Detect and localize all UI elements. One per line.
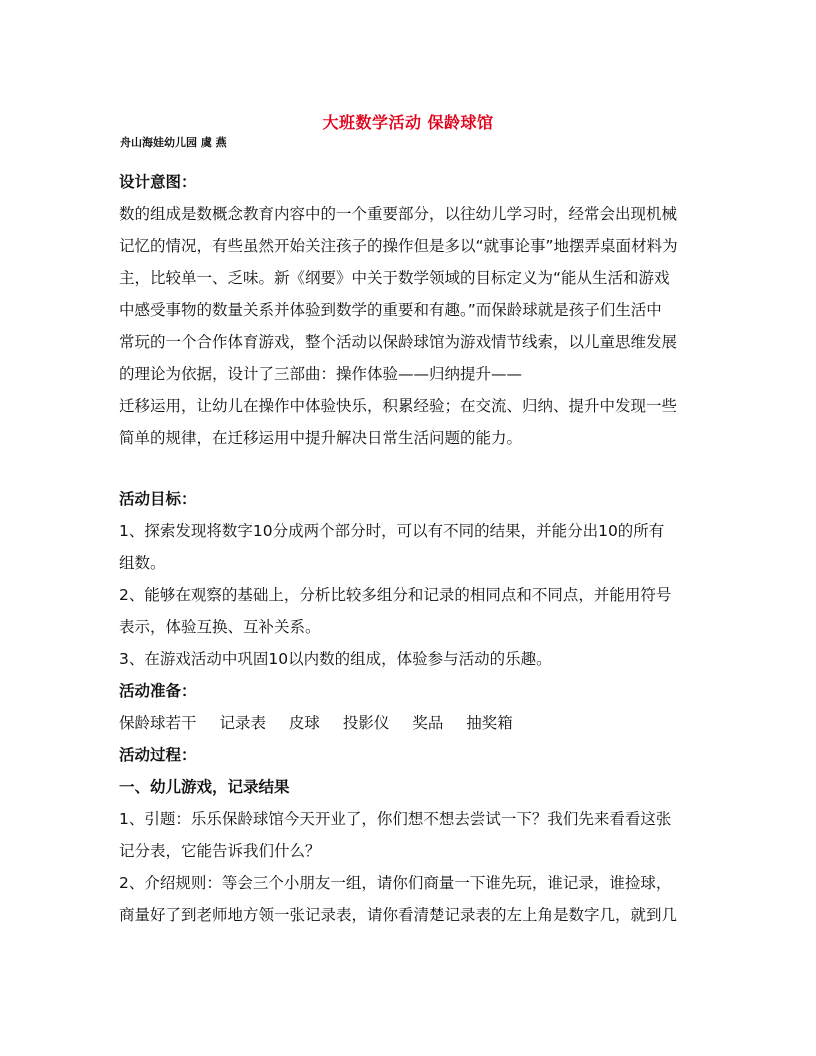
design-line: 记忆的情况，有些虽然开始关注孩子的操作但是多以“就事论事”地摆弄桌面材料为 bbox=[119, 237, 678, 255]
material-item: 奖品 bbox=[412, 714, 444, 732]
goal-line: 1、探索发现将数字10分成两个部分时，可以有不同的结果，并能分出10的所有 bbox=[119, 522, 665, 540]
author-line: 舟山海娃幼儿园 虞 燕 bbox=[120, 136, 227, 149]
design-line: 简单的规律，在迁移运用中提升解决日常生活问题的能力。 bbox=[119, 429, 523, 447]
prep-heading: 活动准备： bbox=[119, 682, 197, 700]
design-line: 主，比较单一、乏味。新《纲要》中关于数学领域的目标定义为“能从生活和游戏 bbox=[119, 269, 670, 287]
design-line: 数的组成是数概念教育内容中的一个重要部分，以往幼儿学习时，经常会出现机械 bbox=[119, 205, 678, 223]
goal-line: 表示，体验互换、互补关系。 bbox=[119, 618, 321, 636]
document-body bbox=[119, 166, 699, 931]
design-line: 常玩的一个合作体育游戏，整个活动以保龄球馆为游戏情节线索，以儿童思维发展 bbox=[119, 333, 678, 351]
goal-line: 组数。 bbox=[119, 554, 166, 572]
design-line: 中感受事物的数量关系并体验到数学的重要和有趣。”而保龄球就是孩子们生活中 bbox=[119, 301, 662, 319]
goal-line: 3、在游戏活动中巩固10以内数的组成，体验参与活动的乐趣。 bbox=[119, 650, 552, 668]
goals-heading: 活动目标： bbox=[119, 490, 197, 508]
design-line: 迁移运用，让幼儿在操作中体验快乐，积累经验；在交流、归纳、提升中发现一些 bbox=[119, 397, 678, 415]
section1-heading: 一、幼儿游戏，记录结果 bbox=[119, 778, 290, 796]
process-line: 1、引题：乐乐保龄球馆今天开业了，你们想不想去尝试一下？我们先来看看这张 bbox=[119, 810, 672, 828]
process-line: 商量好了到老师地方领一张记录表，请你看清楚记录表的左上角是数字几，就到几 bbox=[119, 906, 678, 924]
paragraph-gap bbox=[119, 454, 699, 483]
document-title: 大班数学活动 保龄球馆 bbox=[322, 113, 494, 132]
material-item: 保龄球若干 bbox=[119, 714, 197, 732]
material-item: 记录表 bbox=[219, 714, 266, 732]
process-line: 记分表，它能告诉我们什么？ bbox=[119, 842, 321, 860]
material-item: 抽奖箱 bbox=[466, 714, 513, 732]
material-item: 投影仪 bbox=[342, 714, 390, 732]
goal-line: 2、能够在观察的基础上，分析比较多组分和记录的相同点和不同点，并能用符号 bbox=[119, 586, 672, 604]
materials-list bbox=[119, 707, 699, 739]
material-item: 皮球 bbox=[288, 714, 320, 732]
process-line: 2、介绍规则：等会三个小朋友一组，请你们商量一下谁先玩，谁记录，谁捡球， bbox=[119, 874, 672, 892]
design-line: 的理论为依据，设计了三部曲：操作体验——归纳提升—— bbox=[119, 365, 523, 383]
design-heading: 设计意图： bbox=[119, 173, 197, 191]
process-heading: 活动过程： bbox=[119, 746, 197, 764]
